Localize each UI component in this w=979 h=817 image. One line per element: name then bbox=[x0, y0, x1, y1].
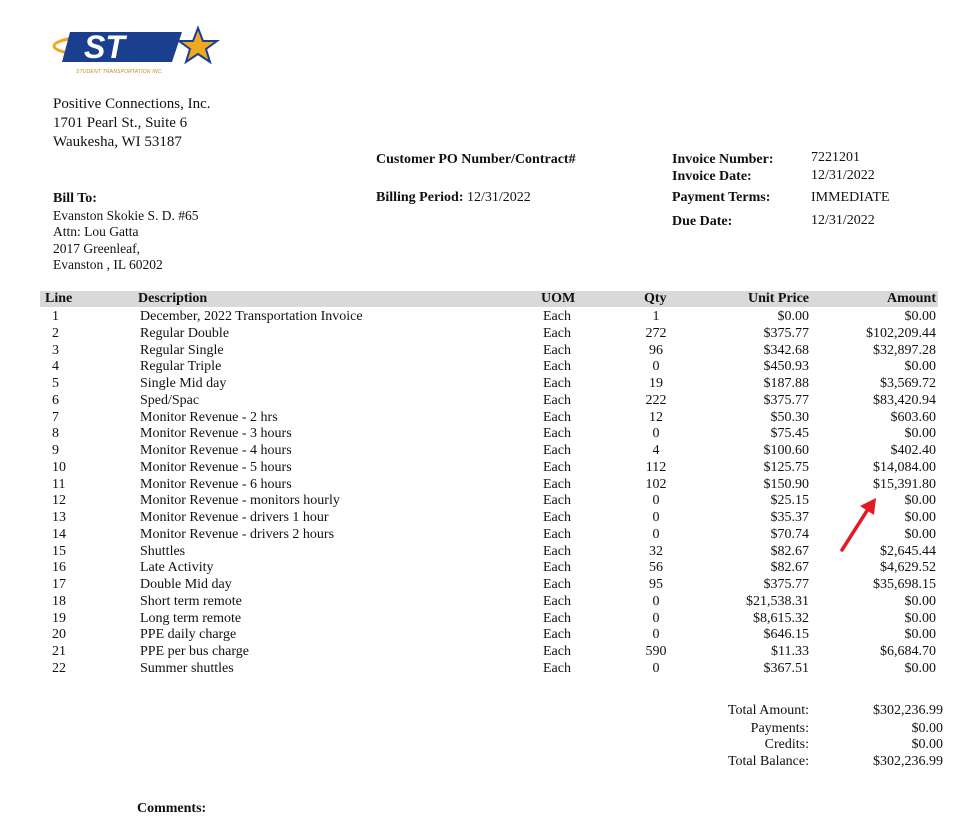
amount-cell: $402.40 bbox=[890, 443, 936, 458]
amount-cell: $4,629.52 bbox=[880, 560, 936, 576]
table-row bbox=[0, 577, 979, 594]
description-cell: Sped/Spac bbox=[140, 392, 200, 408]
qty-cell: 0 bbox=[652, 359, 660, 375]
amount-cell: $6,684.70 bbox=[880, 644, 936, 659]
amount-cell: $0.00 bbox=[904, 660, 936, 676]
qty-cell: 102 bbox=[645, 476, 667, 492]
amount-cell: $0.00 bbox=[904, 493, 936, 509]
line-number-cell: 2 bbox=[52, 325, 59, 341]
table-row bbox=[0, 426, 979, 443]
total-balance-value: $302,236.99 bbox=[873, 754, 943, 769]
credits-value: $0.00 bbox=[911, 737, 943, 752]
description-cell: Long term remote bbox=[140, 610, 242, 626]
line-number-cell: 13 bbox=[52, 510, 66, 525]
description-cell: Monitor Revenue - 3 hours bbox=[140, 426, 292, 442]
description-cell: Monitor Revenue - 6 hours bbox=[140, 476, 292, 492]
invoice-number-label: Invoice Number: bbox=[672, 152, 774, 167]
amount-cell: $2,645.44 bbox=[880, 543, 936, 559]
unit-price-cell: $367.51 bbox=[763, 660, 809, 676]
table-row bbox=[0, 326, 979, 343]
unit-price-cell: $125.75 bbox=[763, 459, 809, 475]
table-row bbox=[0, 527, 979, 544]
bill-to-block bbox=[53, 191, 199, 274]
unit-price-cell: $75.45 bbox=[770, 426, 809, 442]
qty-cell: 222 bbox=[645, 392, 667, 408]
col-header-amount: Amount bbox=[886, 291, 936, 306]
qty-cell: 12 bbox=[649, 409, 663, 425]
uom-cell: Each bbox=[543, 593, 571, 609]
unit-price-cell: $342.68 bbox=[763, 342, 809, 358]
bill-to-line-3: 2017 Greenleaf, bbox=[53, 240, 140, 256]
total-amount-value: $302,236.99 bbox=[873, 703, 943, 718]
uom-cell: Each bbox=[543, 426, 571, 442]
uom-cell: Each bbox=[543, 325, 571, 341]
table-row bbox=[0, 544, 979, 561]
unit-price-cell: $82.67 bbox=[770, 543, 809, 559]
line-number-cell: 10 bbox=[52, 459, 66, 475]
line-number-cell: 7 bbox=[52, 409, 59, 425]
table-row bbox=[0, 410, 979, 427]
logo-tagline: STUDENT TRANSPORTATION INC. bbox=[76, 69, 164, 75]
description-cell: Shuttles bbox=[140, 543, 186, 559]
description-cell: Monitor Revenue - 5 hours bbox=[140, 459, 292, 475]
po-label: Customer PO Number/Contract# bbox=[376, 152, 576, 167]
unit-price-cell: $150.90 bbox=[763, 476, 809, 492]
qty-cell: 19 bbox=[649, 376, 663, 391]
qty-cell: 96 bbox=[649, 342, 663, 358]
description-cell: Single Mid day bbox=[140, 376, 227, 391]
description-cell: Short term remote bbox=[140, 593, 242, 609]
uom-cell: Each bbox=[543, 543, 571, 559]
due-date-label: Due Date: bbox=[672, 214, 733, 229]
amount-cell: $32,897.28 bbox=[873, 342, 936, 358]
payment-terms-value: IMMEDIATE bbox=[811, 190, 890, 205]
table-row bbox=[0, 443, 979, 460]
unit-price-cell: $375.77 bbox=[763, 392, 809, 408]
amount-cell: $0.00 bbox=[904, 359, 936, 375]
table-row bbox=[0, 510, 979, 527]
line-number-cell: 17 bbox=[52, 577, 66, 592]
qty-cell: 0 bbox=[652, 510, 660, 525]
billing-period-value: 12/31/2022 bbox=[463, 190, 531, 205]
table-row bbox=[0, 560, 979, 577]
invoice-number-value: 7221201 bbox=[811, 150, 860, 165]
company-logo bbox=[52, 24, 222, 82]
description-cell: Regular Single bbox=[140, 342, 224, 358]
unit-price-cell: $25.15 bbox=[770, 493, 809, 509]
unit-price-cell: $375.77 bbox=[763, 325, 809, 341]
col-header-uom: UOM bbox=[541, 291, 576, 306]
qty-cell: 0 bbox=[652, 426, 660, 442]
table-row bbox=[0, 393, 979, 410]
bill-to-line-1: Evanston Skokie S. D. #65 bbox=[53, 207, 199, 223]
amount-cell: $0.00 bbox=[904, 627, 936, 643]
col-header-unit-price: Unit Price bbox=[747, 291, 809, 306]
uom-cell: Each bbox=[543, 459, 571, 475]
comments-label: Comments: bbox=[137, 801, 207, 816]
sender-line-2: 1701 Pearl St., Suite 6 bbox=[53, 115, 188, 131]
table-row bbox=[0, 493, 979, 510]
line-number-cell: 15 bbox=[52, 543, 66, 559]
line-number-cell: 22 bbox=[52, 660, 66, 676]
amount-cell: $0.00 bbox=[904, 593, 936, 609]
unit-price-cell: $35.37 bbox=[770, 510, 809, 525]
amount-cell: $0.00 bbox=[904, 309, 936, 324]
uom-cell: Each bbox=[543, 644, 571, 659]
sender-address bbox=[53, 95, 211, 152]
table-row bbox=[0, 309, 979, 326]
uom-cell: Each bbox=[543, 610, 571, 626]
line-number-cell: 5 bbox=[52, 376, 59, 391]
qty-cell: 590 bbox=[645, 644, 667, 659]
col-header-line: Line bbox=[45, 291, 73, 306]
amount-cell: $83,420.94 bbox=[873, 392, 936, 408]
line-number-cell: 16 bbox=[52, 560, 66, 576]
qty-cell: 32 bbox=[649, 543, 663, 559]
unit-price-cell: $450.93 bbox=[763, 359, 809, 375]
amount-cell: $0.00 bbox=[904, 510, 936, 525]
logo-letters: ST bbox=[84, 29, 125, 65]
sender-line-3: Waukesha, WI 53187 bbox=[53, 134, 182, 150]
uom-cell: Each bbox=[543, 510, 571, 525]
qty-cell: 0 bbox=[652, 493, 660, 509]
unit-price-cell: $70.74 bbox=[770, 526, 809, 542]
unit-price-cell: $11.33 bbox=[771, 644, 809, 659]
uom-cell: Each bbox=[543, 627, 571, 643]
amount-cell: $0.00 bbox=[904, 526, 936, 542]
uom-cell: Each bbox=[543, 526, 571, 542]
amount-cell: $102,209.44 bbox=[866, 325, 936, 341]
unit-price-cell: $50.30 bbox=[770, 409, 809, 425]
qty-cell: 272 bbox=[645, 325, 667, 341]
line-number-cell: 19 bbox=[52, 610, 66, 626]
sender-line-1: Positive Connections, Inc. bbox=[53, 96, 211, 112]
invoice-line-items bbox=[0, 309, 979, 679]
table-row bbox=[0, 644, 979, 661]
line-number-cell: 4 bbox=[52, 359, 59, 375]
line-number-cell: 9 bbox=[52, 443, 59, 458]
uom-cell: Each bbox=[543, 309, 571, 324]
billing-period-label: Billing Period: bbox=[376, 190, 464, 205]
total-balance-label: Total Balance: bbox=[727, 754, 809, 769]
unit-price-cell: $375.77 bbox=[763, 577, 809, 592]
description-cell: Monitor Revenue - drivers 1 hour bbox=[140, 510, 329, 525]
uom-cell: Each bbox=[543, 560, 571, 576]
line-number-cell: 18 bbox=[52, 593, 66, 609]
unit-price-cell: $187.88 bbox=[763, 376, 809, 391]
amount-cell: $14,084.00 bbox=[873, 459, 936, 475]
billing-period bbox=[376, 190, 531, 206]
unit-price-cell: $8,615.32 bbox=[753, 610, 809, 626]
qty-cell: 0 bbox=[652, 593, 660, 609]
col-header-qty: Qty bbox=[644, 291, 667, 306]
line-number-cell: 14 bbox=[52, 526, 66, 542]
line-number-cell: 20 bbox=[52, 627, 66, 643]
due-date-value: 12/31/2022 bbox=[811, 213, 875, 228]
line-number-cell: 21 bbox=[52, 644, 66, 659]
amount-cell: $3,569.72 bbox=[880, 376, 936, 391]
description-cell: Regular Double bbox=[140, 325, 230, 341]
line-number-cell: 11 bbox=[52, 476, 66, 492]
qty-cell: 0 bbox=[652, 627, 660, 643]
description-cell: PPE daily charge bbox=[140, 627, 237, 643]
table-row bbox=[0, 460, 979, 477]
table-row bbox=[0, 661, 979, 678]
qty-cell: 112 bbox=[645, 459, 667, 475]
table-row bbox=[0, 477, 979, 494]
amount-cell: $0.00 bbox=[904, 426, 936, 442]
line-number-cell: 8 bbox=[52, 426, 59, 442]
invoice-date-value: 12/31/2022 bbox=[811, 168, 875, 183]
bill-to-line-2: Attn: Lou Gatta bbox=[53, 224, 139, 239]
uom-cell: Each bbox=[543, 409, 571, 425]
description-cell: Monitor Revenue - 4 hours bbox=[140, 443, 292, 458]
table-row bbox=[0, 376, 979, 393]
bill-to-label: Bill To: bbox=[53, 191, 97, 206]
amount-cell: $603.60 bbox=[890, 409, 936, 425]
uom-cell: Each bbox=[543, 493, 571, 509]
uom-cell: Each bbox=[543, 392, 571, 408]
description-cell: Monitor Revenue - 2 hrs bbox=[140, 409, 278, 425]
bill-to-line-4: Evanston , IL 60202 bbox=[53, 257, 163, 272]
total-amount-label: Total Amount: bbox=[727, 703, 809, 718]
invoice-date-label: Invoice Date: bbox=[672, 169, 752, 184]
payments-label: Payments: bbox=[750, 721, 809, 736]
qty-cell: 4 bbox=[652, 443, 660, 458]
qty-cell: 0 bbox=[652, 610, 660, 626]
amount-cell: $15,391.80 bbox=[873, 476, 936, 492]
table-row bbox=[0, 627, 979, 644]
uom-cell: Each bbox=[543, 660, 571, 676]
unit-price-cell: $646.15 bbox=[763, 627, 809, 643]
description-cell: Summer shuttles bbox=[140, 660, 234, 676]
uom-cell: Each bbox=[543, 577, 571, 592]
uom-cell: Each bbox=[543, 376, 571, 391]
description-cell: Monitor Revenue - drivers 2 hours bbox=[140, 526, 335, 542]
amount-cell: $0.00 bbox=[904, 610, 936, 626]
qty-cell: 1 bbox=[652, 309, 660, 324]
uom-cell: Each bbox=[543, 476, 571, 492]
qty-cell: 0 bbox=[652, 660, 660, 676]
line-number-cell: 1 bbox=[52, 309, 59, 324]
line-number-cell: 3 bbox=[52, 342, 59, 358]
description-cell: Double Mid day bbox=[140, 577, 232, 592]
description-cell: PPE per bus charge bbox=[140, 644, 249, 659]
annotation-arrow-icon bbox=[836, 496, 882, 554]
qty-cell: 0 bbox=[652, 526, 660, 542]
uom-cell: Each bbox=[543, 342, 571, 358]
line-number-cell: 12 bbox=[52, 493, 66, 509]
qty-cell: 56 bbox=[649, 560, 663, 576]
description-cell: Late Activity bbox=[140, 560, 214, 576]
col-header-description: Description bbox=[138, 291, 208, 306]
uom-cell: Each bbox=[543, 359, 571, 375]
table-row bbox=[0, 359, 979, 376]
table-row bbox=[0, 594, 979, 611]
credits-label: Credits: bbox=[764, 737, 809, 752]
description-cell: December, 2022 Transportation Invoice bbox=[140, 309, 363, 324]
description-cell: Regular Triple bbox=[140, 359, 222, 375]
unit-price-cell: $0.00 bbox=[777, 309, 809, 324]
qty-cell: 95 bbox=[649, 577, 663, 592]
description-cell: Monitor Revenue - monitors hourly bbox=[140, 493, 340, 509]
line-number-cell: 6 bbox=[52, 392, 59, 408]
payments-value: $0.00 bbox=[911, 721, 943, 736]
uom-cell: Each bbox=[543, 443, 571, 458]
unit-price-cell: $82.67 bbox=[770, 560, 809, 576]
table-row bbox=[0, 343, 979, 360]
table-row bbox=[0, 611, 979, 628]
unit-price-cell: $100.60 bbox=[763, 443, 809, 458]
unit-price-cell: $21,538.31 bbox=[746, 593, 809, 609]
payment-terms-label: Payment Terms: bbox=[672, 190, 771, 205]
amount-cell: $35,698.15 bbox=[873, 577, 936, 592]
